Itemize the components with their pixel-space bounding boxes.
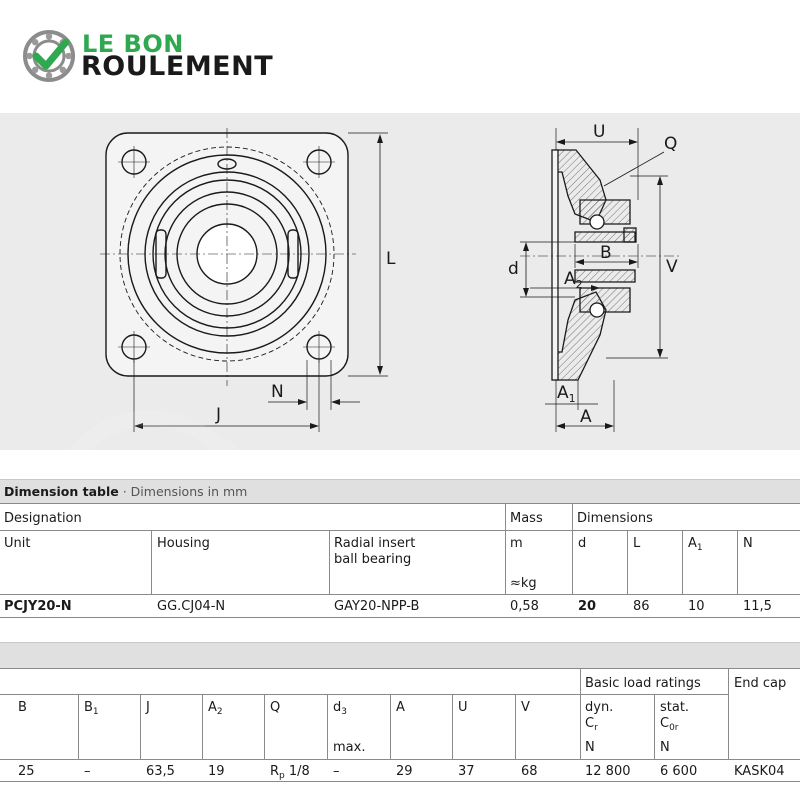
header-J: J bbox=[146, 700, 150, 715]
cell-B: 25 bbox=[18, 764, 35, 779]
header-L: L bbox=[633, 536, 641, 551]
dim-label-N: N bbox=[271, 382, 284, 402]
header-V: V bbox=[521, 700, 530, 715]
header-N: N bbox=[743, 536, 753, 551]
dimension-table-titlebar bbox=[0, 479, 800, 503]
dim-label-Q: Q bbox=[664, 134, 678, 154]
cell-Q: $R_p$ 1/8 bbox=[270, 764, 310, 781]
drawing-svg bbox=[0, 113, 800, 450]
dimension-table-subtitle: Dimensions in mm bbox=[130, 484, 248, 499]
dim-label-J: J bbox=[216, 405, 222, 425]
header-Q: Q bbox=[270, 700, 281, 715]
header-d3: $d_3$ bbox=[333, 700, 347, 717]
dim-label-L: L bbox=[386, 249, 396, 269]
dimension-table-title: Dimension table bbox=[4, 484, 119, 499]
header-housing: Housing bbox=[157, 536, 210, 551]
front-view bbox=[100, 128, 388, 432]
header-B1: $B_1$ bbox=[84, 700, 99, 717]
technical-drawing bbox=[0, 113, 800, 450]
header-A: A bbox=[396, 700, 405, 715]
header-radial-line1: Radial insert bbox=[334, 536, 416, 551]
cell-V: 68 bbox=[521, 764, 538, 779]
dim-label-B: B bbox=[600, 243, 612, 263]
header-dyn: dyn. bbox=[585, 700, 614, 715]
header-radial-line2: ball bearing bbox=[334, 552, 412, 567]
header-d3-max: max. bbox=[333, 740, 366, 755]
header-mass: Mass bbox=[510, 511, 543, 526]
logo-text-line2: ROULEMENT bbox=[81, 51, 274, 82]
cell-A: 29 bbox=[396, 764, 413, 779]
header-dimensions: Dimensions bbox=[577, 511, 653, 526]
header-Cr-unit: N bbox=[585, 740, 595, 755]
header-A1: $A_1$ bbox=[688, 536, 703, 553]
header bbox=[0, 0, 800, 113]
cell-d3: – bbox=[333, 764, 340, 779]
cell-J: 63,5 bbox=[146, 764, 175, 779]
cell-A1: 10 bbox=[688, 599, 705, 614]
cell-N: 11,5 bbox=[743, 599, 772, 614]
title-separator: · bbox=[118, 484, 131, 499]
header-C0r: $C_{0r}$ bbox=[660, 716, 679, 733]
cell-A2: 19 bbox=[208, 764, 225, 779]
dim-label-A1: $A_1$ bbox=[557, 383, 576, 405]
brand-logo[interactable] bbox=[22, 28, 302, 88]
header-stat: stat. bbox=[660, 700, 690, 715]
cell-U: 37 bbox=[458, 764, 475, 779]
dim-label-V: V bbox=[666, 257, 678, 277]
header-C0r-unit: N bbox=[660, 740, 670, 755]
cell-d: 20 bbox=[578, 599, 597, 614]
cell-bearing: GAY20-NPP-B bbox=[334, 599, 420, 614]
header-unit: Unit bbox=[4, 536, 31, 551]
header-B: B bbox=[18, 700, 27, 715]
dim-label-d: d bbox=[508, 259, 519, 279]
dim-label-U: U bbox=[593, 122, 606, 142]
dim-label-A2: $A_2$ bbox=[564, 269, 583, 291]
cell-end-cap: KASK04 bbox=[734, 764, 785, 779]
cell-unit: PCJY20-N bbox=[4, 599, 72, 614]
header-A2: $A_2$ bbox=[208, 700, 223, 717]
header-Cr: $C_r$ bbox=[585, 716, 598, 733]
dim-label-A: A bbox=[580, 407, 592, 427]
header-U: U bbox=[458, 700, 468, 715]
side-view bbox=[520, 128, 680, 432]
header-d: d bbox=[578, 536, 587, 551]
header-designation: Designation bbox=[4, 511, 82, 526]
cell-L: 86 bbox=[633, 599, 650, 614]
header-end-cap: End cap bbox=[734, 676, 787, 691]
cell-B1: – bbox=[84, 764, 91, 779]
cell-housing: GG.CJ04-N bbox=[157, 599, 226, 614]
cell-C0r: 6 600 bbox=[660, 764, 698, 779]
cell-mass: 0,58 bbox=[510, 599, 539, 614]
bearing-check-logo-icon bbox=[22, 28, 78, 84]
header-approx-kg: ≈kg bbox=[510, 576, 537, 591]
header-m: m bbox=[510, 536, 523, 551]
logo-text-line1: LE BON bbox=[82, 30, 184, 58]
table-2-band bbox=[0, 642, 800, 668]
cell-Cr: 12 800 bbox=[585, 764, 631, 779]
header-basic-load-ratings: Basic load ratings bbox=[585, 676, 701, 691]
